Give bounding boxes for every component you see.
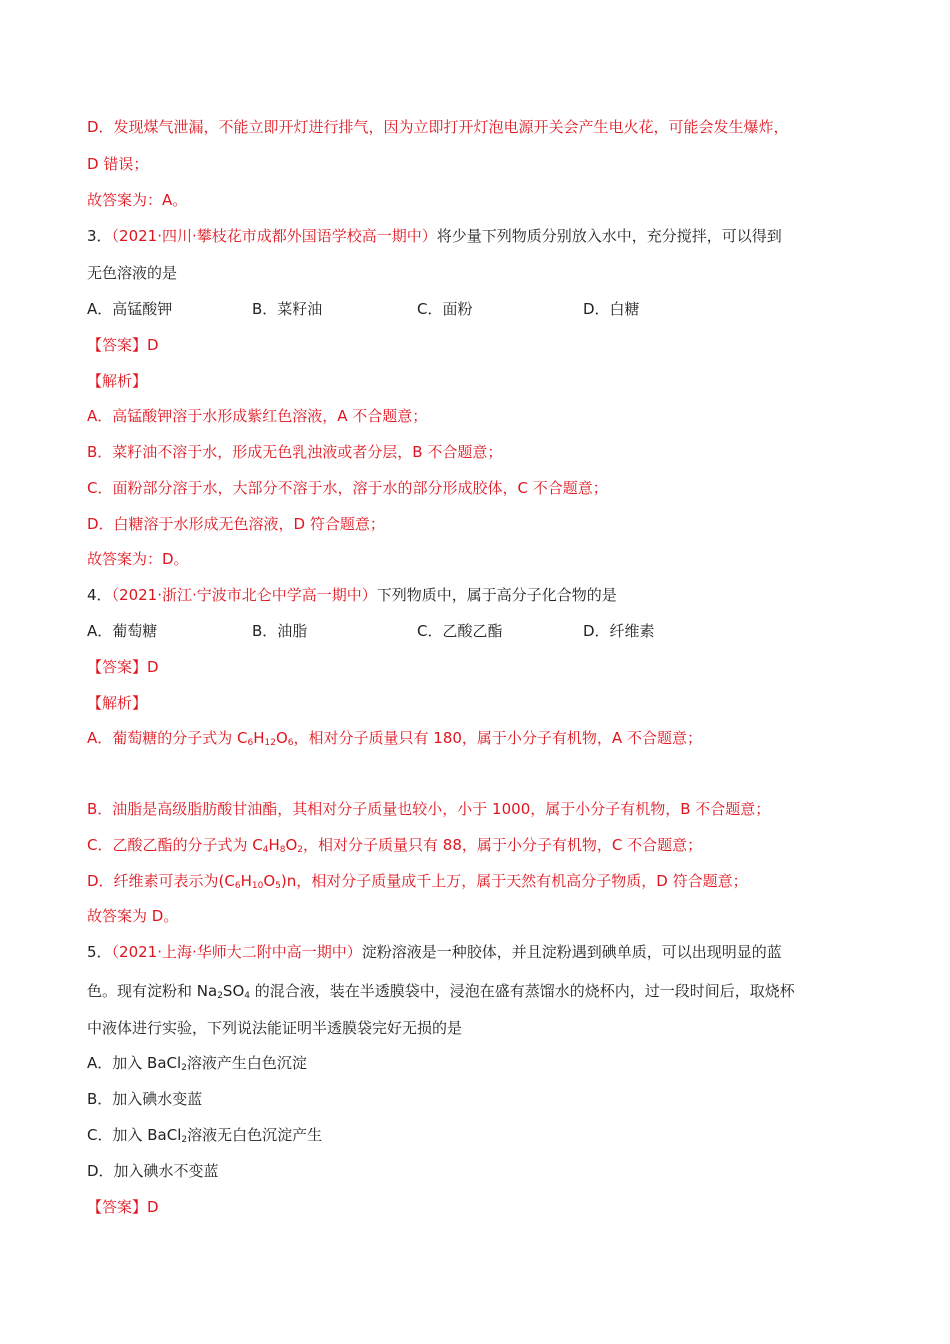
q4-analysis-a (87, 728, 702, 748)
q4-option-c: C．乙酸乙酯 (417, 622, 503, 640)
q5-answer (87, 1197, 159, 1217)
text: 色。现有淀粉和 Na (87, 982, 218, 1000)
q4-analysis-d (87, 871, 748, 891)
text: H (253, 729, 265, 747)
q3-conclusion: 故答案为：D。 (87, 550, 189, 568)
q4-conclusion: 故答案为 D。 (87, 907, 179, 925)
subscript: 6 (247, 738, 254, 748)
text: A．加入 BaCl (87, 1054, 182, 1072)
answer-value: D (147, 1198, 159, 1216)
q3-number: 3． (87, 227, 112, 245)
text: ，相对分子质量只有 88，属于小分子有机物，C 不合题意； (303, 836, 703, 854)
q3-stem-text: 将少量下列物质分别放入水中，充分搅拌，可以得到 (436, 227, 782, 245)
text: H (240, 872, 252, 890)
subscript: 12 (264, 738, 276, 748)
subscript: 2 (217, 991, 223, 1001)
q3-option-d: D．白糖 (583, 300, 640, 318)
q2-option-d-explanation: D．发现煤气泄漏，不能立即开灯进行排气，因为立即打开灯泡电源开关会产生电火花，可能会发生爆炸， (87, 118, 789, 136)
text: ，相对分子质量只有 180，属于小分子有机物，A 不合题意； (293, 729, 702, 747)
q4-analysis-b: B．油脂是高级脂肪酸甘油酯，其相对分子质量也较小，小于 1000，属于小分子有机物，B 不合题意； (87, 800, 771, 818)
q4-option-b: B．油脂 (252, 622, 308, 640)
subscript: 2 (181, 1063, 187, 1073)
text: C．加入 BaCl (87, 1126, 182, 1144)
subscript: 6 (234, 881, 241, 891)
q3-analysis-d: D．白糖溶于水形成无色溶液，D 符合题意； (87, 515, 385, 533)
q3-analysis-b: B．菜籽油不溶于水，形成无色乳浊液或者分层，B 不合题意； (87, 443, 503, 461)
q4-option-d: D．纤维素 (583, 622, 655, 640)
q5-number: 5． (87, 943, 112, 961)
q4-analysis-label: 【解析】 (87, 694, 148, 712)
subscript: 8 (279, 845, 286, 855)
q3-stem (87, 226, 782, 246)
text: D．纤维素可表示为(C (87, 872, 235, 890)
answer-label: 【答案】 (87, 336, 148, 354)
q4-option-a: A．葡萄糖 (87, 622, 158, 640)
subscript: 4 (262, 845, 269, 855)
answer-value: D (147, 336, 159, 354)
q3-source: （2021·四川·攀枝花市成都外国语学校高一期中） (111, 227, 437, 245)
q3-analysis-label: 【解析】 (87, 372, 148, 390)
subscript: 4 (244, 991, 250, 1001)
q5-source: （2021·上海·华师大二附中高一期中） (111, 943, 362, 961)
q3-answer (87, 335, 159, 355)
text: O (285, 836, 298, 854)
q5-stem (87, 942, 782, 962)
text: O (263, 872, 276, 890)
q5-option-b: B．加入碘水变蓝 (87, 1090, 203, 1108)
q2-option-d-explanation-cont: D 错误； (87, 155, 149, 173)
text: SO (222, 982, 245, 1000)
q5-stem-cont-2: 中液体进行实验，下列说法能证明半透膜袋完好无损的是 (87, 1019, 463, 1037)
text: A．葡萄糖的分子式为 C (87, 729, 248, 747)
q3-analysis-a: A．高锰酸钾溶于水形成紫红色溶液，A 不合题意； (87, 407, 428, 425)
q5-stem-cont (87, 981, 795, 1001)
text: O (275, 729, 288, 747)
q5-option-a (87, 1053, 307, 1073)
subscript: 5 (275, 881, 281, 891)
q5-stem-text: 淀粉溶液是一种胶体，并且淀粉遇到碘单质，可以出现明显的蓝 (361, 943, 782, 961)
answer-label: 【答案】 (87, 1198, 148, 1216)
text: H (268, 836, 280, 854)
q4-stem (87, 585, 617, 605)
q3-option-a: A．高锰酸钾 (87, 300, 173, 318)
subscript: 2 (297, 845, 304, 855)
q4-number: 4． (87, 586, 112, 604)
answer-label: 【答案】 (87, 658, 148, 676)
q3-option-c: C．面粉 (417, 300, 473, 318)
q3-stem-cont: 无色溶液的是 (87, 264, 178, 282)
q4-stem-text: 下列物质中，属于高分子化合物的是 (376, 586, 617, 604)
text: 溶液产生白色沉淀 (186, 1054, 307, 1072)
q4-analysis-c (87, 835, 702, 855)
text: )n，相对分子质量成千上万，属于天然有机高分子物质，D 符合题意； (280, 872, 748, 890)
q5-option-d: D．加入碘水不变蓝 (87, 1162, 219, 1180)
subscript: 2 (181, 1135, 188, 1145)
text: 溶液无白色沉淀产生 (187, 1126, 323, 1144)
q4-source: （2021·浙江·宁波市北仑中学高一期中） (111, 586, 377, 604)
q5-option-c (87, 1125, 322, 1145)
subscript: 10 (251, 881, 264, 891)
q3-option-b: B．菜籽油 (252, 300, 323, 318)
q2-conclusion: 故答案为：A。 (87, 191, 188, 209)
text: 的混合液，装在半透膜袋中，浸泡在盛有蒸馏水的烧杯内，过一段时间后，取烧杯 (249, 982, 795, 1000)
q3-analysis-c: C．面粉部分溶于水，大部分不溶于水，溶于水的部分形成胶体，C 不合题意； (87, 479, 608, 497)
subscript: 6 (287, 738, 294, 748)
answer-value: D (147, 658, 159, 676)
text: C．乙酸乙酯的分子式为 C (87, 836, 263, 854)
q4-answer (87, 657, 159, 677)
